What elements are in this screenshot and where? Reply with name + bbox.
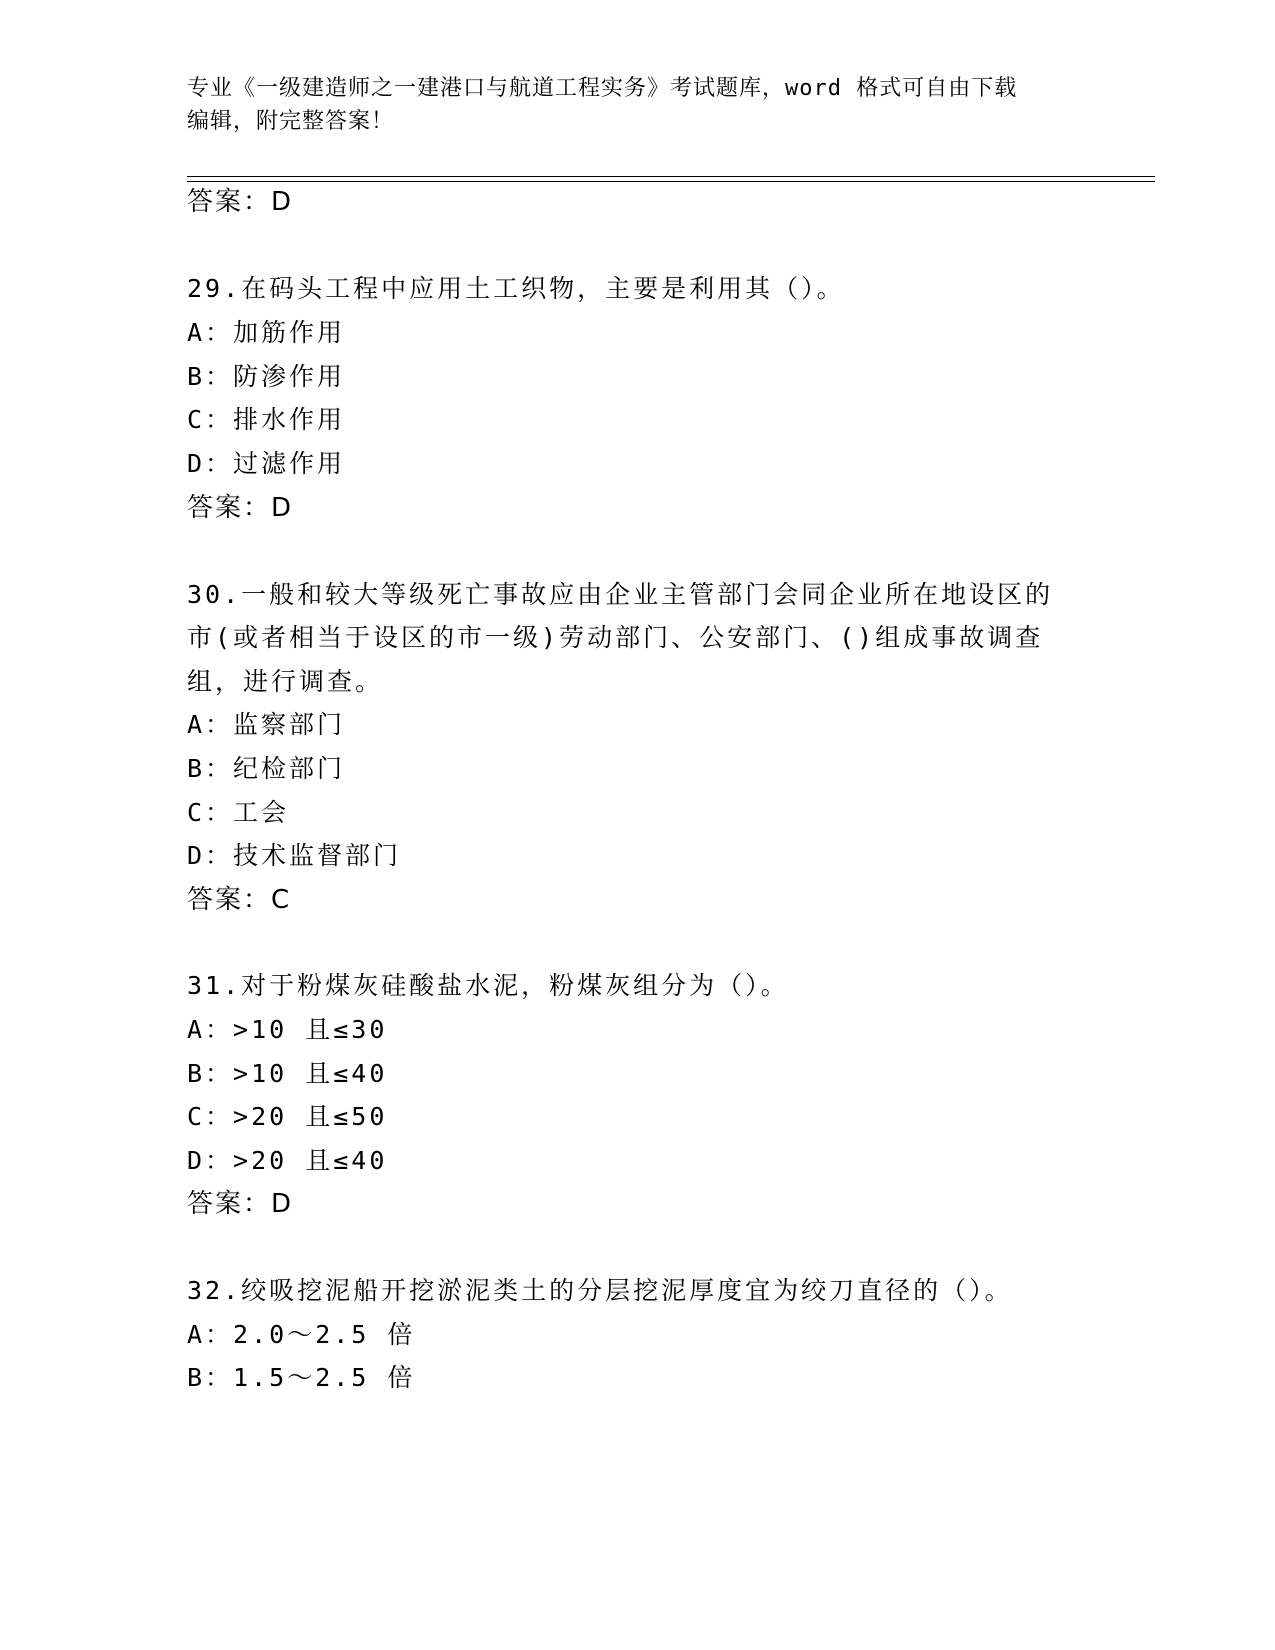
question-31-option-b: B：>10 且≤40 [187,1059,388,1088]
question-31-option-d: D：>20 且≤40 [187,1146,388,1175]
question-30-option-b: B：纪检部门 [187,754,346,783]
header-divider-top [187,176,1155,177]
question-31-stem: 31.对于粉煤灰硅酸盐水泥，粉煤灰组分为（）。 [187,971,789,1000]
header-divider-bottom [187,181,1155,182]
question-29-option-b: B：防渗作用 [187,362,346,391]
question-30-stem-line-1: 30.一般和较大等级死亡事故应由企业主管部门会同企业所在地设区的 [187,580,1054,609]
header-line-1: 专业《一级建造师之一建港口与航道工程实务》考试题库，word 格式可自由下载 [187,76,1018,101]
question-31-option-c: C：>20 且≤50 [187,1102,388,1131]
header-line-2: 编辑，附完整答案！ [187,109,395,134]
question-32-option-a: A：2.0～2.5 倍 [187,1320,416,1349]
question-29-stem: 29.在码头工程中应用土工织物，主要是利用其（）。 [187,274,845,303]
question-32-stem: 32.绞吸挖泥船开挖淤泥类土的分层挖泥厚度宜为绞刀直径的（）。 [187,1276,1013,1305]
answer-q29: 答案：D [187,493,294,523]
question-29-option-a: A：加筋作用 [187,318,346,347]
question-32-option-b: B：1.5～2.5 倍 [187,1363,416,1392]
question-30-option-d: D：技术监督部门 [187,841,402,870]
answer-q30: 答案：C [187,885,292,915]
question-30-stem-line-2: 市(或者相当于设区的市一级)劳动部门、公安部门、()组成事故调查 [187,623,1044,652]
answer-q31: 答案：D [187,1189,294,1219]
document-header [187,72,1077,138]
answer-q28: 答案：D [187,187,294,217]
question-31-option-a: A：>10 且≤30 [187,1015,388,1044]
question-29-option-d: D：过滤作用 [187,449,346,478]
question-29-option-c: C：排水作用 [187,405,346,434]
question-30-option-c: C：工会 [187,798,290,827]
question-30-option-a: A：监察部门 [187,710,346,739]
question-30-stem-line-3: 组，进行调查。 [187,667,384,696]
